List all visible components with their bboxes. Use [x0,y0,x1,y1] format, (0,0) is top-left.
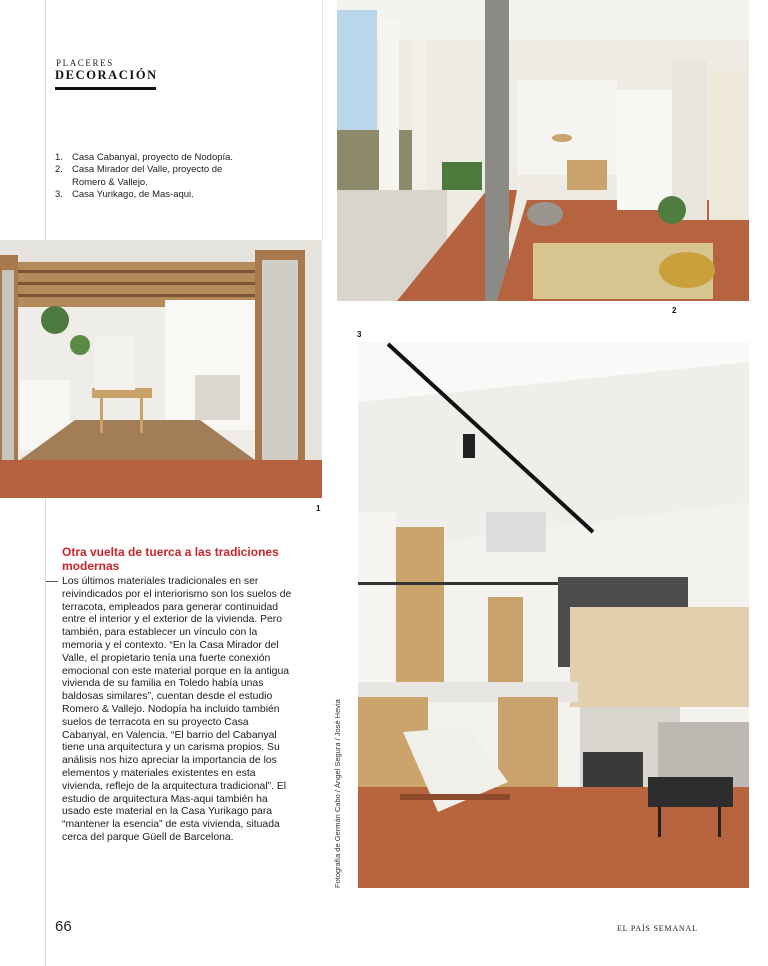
page-number: 66 [55,918,72,935]
figure-number: 2 [672,306,677,315]
figure-number: 1 [316,504,321,513]
caption-number: 2. [55,164,63,176]
article-paragraph: Los últimos materiales tradicionales en ser reivindicados por el interiorismo son los suelos de terracota, empleados para generar continuidad entre el interior y el exterior de la vivienda. Pero también, para establecer un vínculo con la memoria y el contexto. “En la Casa Mirador del Valle, el propietario tenía una fuerte conexión emocional con este material porque en la antigua vivienda de su familia en Toledo había unas baldosas similares”, cuentan desde el estudio Romero & Vallejo. Nodopía ha incluido también suelos de terracota en su proyecto Casa Cabanyal, en Valencia. “El barrio del Cabanyal tiene una arquitectura y un carisma propios. Su análisis nos hizo apreciar la importancia de los elementos y materiales existentes en esta vivienda, reflejo de la arquitectura tradicional”. El estudio de arquitectura Mas-aqui también ha usado este material en la Casa Yurikago para “mantener la esencia” de esta vivienda, situada cerca del parque Güell de Barcelona. [62,576,292,843]
article-body [62,576,294,845]
photo-casa-yurikago [358,342,749,888]
magazine-name: EL PAÍS SEMANAL [617,924,698,933]
photo-credit: Fotografía de Germán Cabo / Ángel Segura / José Hevia [333,699,342,888]
section-kicker: PLACERES [56,58,114,68]
caption-item [55,189,235,201]
photo-casa-cabanyal [0,240,322,498]
caption-item [55,164,235,189]
column-divider [322,0,323,240]
text-marker-dash [46,581,58,582]
photo-captions [55,152,235,201]
caption-number: 3. [55,188,63,200]
caption-item [55,152,235,164]
section-title: DECORACIÓN [55,68,158,82]
caption-text: Casa Cabanyal, proyecto de Nodopía. [72,152,234,163]
caption-text: Casa Mirador del Valle, proyecto de Romero & Vallejo. [72,164,223,188]
figure-number: 3 [357,330,362,339]
caption-text: Casa Yurikago, de Mas-aqui. [72,188,194,200]
photo-casa-mirador [337,0,749,301]
article-headline: Otra vuelta de tuerca a las tradiciones modernas [62,545,279,573]
caption-number: 1. [55,152,63,163]
section-title-underline [55,87,156,90]
